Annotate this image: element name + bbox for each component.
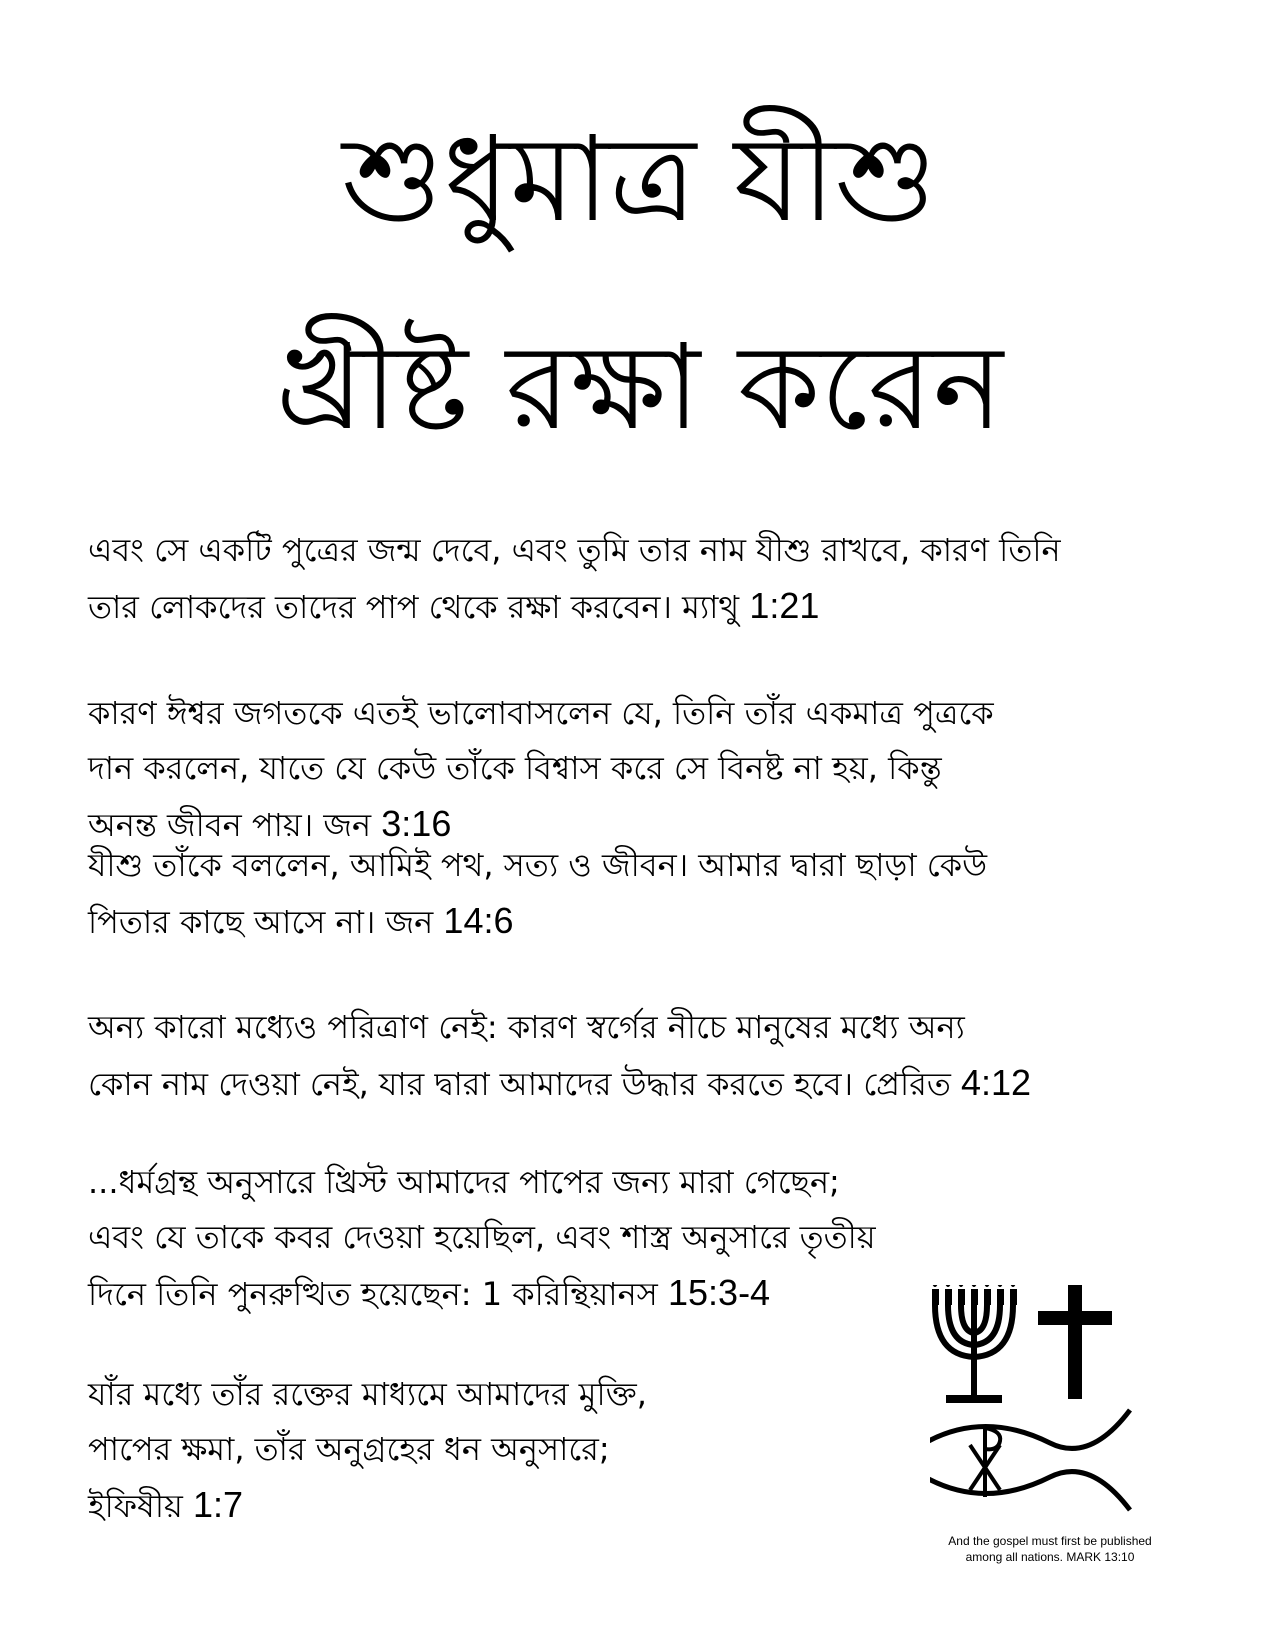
verse-text: দিনে তিনি পুনরুত্থিত হয়েছেন: 1 করিন্থিয়ানস <box>88 1275 668 1313</box>
verse-paragraph <box>88 686 994 853</box>
verse-text: ...ধর্মগ্রন্থ অনুসারে খ্রিস্ট আমাদের পাপের জন্য মারা গেছেন; <box>88 1163 840 1201</box>
verse-line <box>88 1477 647 1534</box>
verse-text: কোন নাম দেওয়া নেই, যার দ্বারা আমাদের উদ্ধার করতে হবে। প্রেরিত <box>88 1065 961 1103</box>
verse-line <box>88 741 994 796</box>
verse-line <box>88 1155 876 1210</box>
footer-verse <box>905 1533 1195 1565</box>
verse-text: ইফিষীয় <box>88 1487 194 1525</box>
verse-reference: 3:16 <box>381 803 452 844</box>
verse-paragraph <box>88 1155 876 1322</box>
title-line-2: খ্রীষ্ট রক্ষা করেন <box>275 318 1004 456</box>
title-line-1: শুধুমাত্র যীশু <box>342 110 937 248</box>
verse-text: পিতার কাছে আসে না। জন <box>88 903 444 941</box>
verse-reference: 14:6 <box>443 900 514 941</box>
verse-reference: 4:12 <box>961 1062 1032 1103</box>
verse-text: পাপের ক্ষমা, তাঁর অনুগ্রহের ধন অনুসারে; <box>88 1430 610 1468</box>
verse-paragraph <box>88 838 987 950</box>
verse-line <box>88 893 987 950</box>
verse-text: অন্য কারো মধ্যেও পরিত্রাণ নেই: কারণ স্বর্গের নীচে মানুষের মধ্যে অন্য <box>88 1008 965 1046</box>
verse-text: যীশু তাঁকে বললেন, আমিই পথ, সত্য ও জীবন। আমার দ্বারা ছাড়া কেউ <box>88 846 988 884</box>
christian-symbols <box>930 1285 1190 1535</box>
verse-paragraph <box>88 1367 647 1534</box>
verse-line <box>88 1210 876 1265</box>
verse-line <box>88 1055 1031 1112</box>
verse-line <box>88 578 1061 635</box>
verse-line <box>88 523 1061 578</box>
verse-text: অনন্ত জীবন পায়। জন <box>88 806 382 844</box>
verse-line <box>88 1000 1031 1055</box>
verse-text: কারণ ঈশ্বর জগতকে এতই ভালোবাসলেন যে, তিনি তাঁর একমাত্র পুত্রকে <box>88 694 994 732</box>
verse-text: দান করলেন, যাতে যে কেউ তাঁকে বিশ্বাস করে সে বিনষ্ট না হয়, কিন্তু <box>88 749 942 787</box>
verse-text: এবং সে একটি পুত্রের জন্ম দেবে, এবং তুমি তার নাম যীশু রাখবে, কারণ তিনি <box>88 531 1061 569</box>
footer-line-1: And the gospel must first be published <box>948 1534 1152 1548</box>
verse-line <box>88 1265 876 1322</box>
verse-line <box>88 1367 647 1422</box>
verse-paragraph <box>88 1000 1031 1112</box>
verse-line <box>88 838 987 893</box>
verse-paragraph <box>88 523 1061 635</box>
ichthys-chi-rho-icon <box>930 1410 1130 1510</box>
verse-text: এবং যে তাকে কবর দেওয়া হয়েছিল, এবং শাস্ত্র অনুসারে তৃতীয় <box>88 1218 876 1256</box>
footer-line-2: among all nations. MARK 13:10 <box>965 1550 1135 1564</box>
verse-reference: 15:3-4 <box>668 1272 771 1313</box>
verse-text: তার লোকদের তাদের পাপ থেকে রক্ষা করবেন। ম্যাথু <box>88 588 750 626</box>
verse-line <box>88 1422 647 1477</box>
verse-reference: 1:21 <box>749 585 820 626</box>
cross-icon <box>1038 1285 1112 1399</box>
verse-text: যাঁর মধ্যে তাঁর রক্তের মাধ্যমে আমাদের মুক্তি, <box>88 1375 647 1413</box>
menorah-icon <box>932 1285 1017 1403</box>
verse-reference: 1:7 <box>193 1484 244 1525</box>
verse-line <box>88 686 994 741</box>
